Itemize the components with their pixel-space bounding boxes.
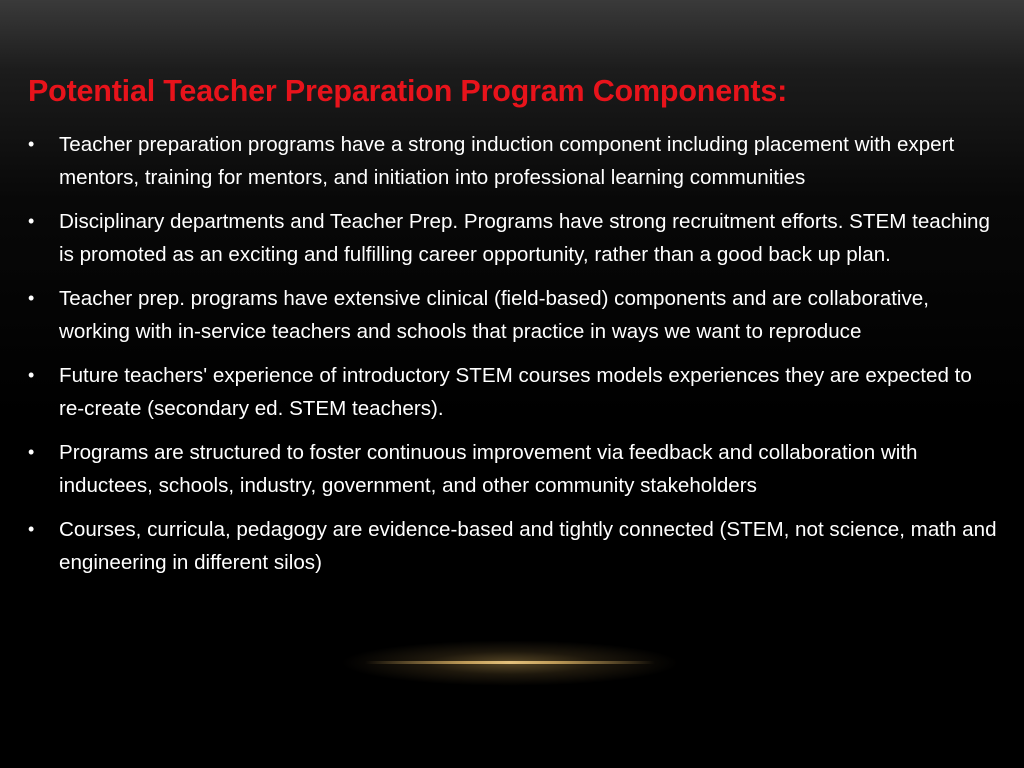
bullet-text: Teacher prep. programs have extensive clinical (field-based) components and are collaborative, working with in-service teachers and schools that practice in ways we want to reproduce <box>59 287 929 343</box>
bullet-item <box>28 436 998 502</box>
bullet-icon: • <box>28 288 35 308</box>
bullet-icon: • <box>28 519 35 539</box>
bullet-item <box>28 128 998 194</box>
bullet-text: Disciplinary departments and Teacher Prep. Programs have strong recruitment efforts. STEM teaching is promoted as an exciting and fulfilling career opportunity, rather than a good back up plan. <box>59 210 990 266</box>
slide-title: Potential Teacher Preparation Program Components: <box>28 74 788 108</box>
bullet-list <box>28 128 998 590</box>
bullet-item <box>28 359 998 425</box>
bullet-text: Teacher preparation programs have a strong induction component including placement with expert mentors, training for mentors, and initiation into professional learning communities <box>59 133 955 189</box>
bullet-item <box>28 282 998 348</box>
bullet-icon: • <box>28 442 35 462</box>
bullet-text: Courses, curricula, pedagogy are evidence-based and tightly connected (STEM, not science, math and engineering in different silos) <box>59 518 997 574</box>
bullet-item <box>28 513 998 579</box>
bullet-icon: • <box>28 211 35 231</box>
bullet-item <box>28 205 998 271</box>
bullet-icon: • <box>28 134 35 154</box>
bullet-icon: • <box>28 365 35 385</box>
decorative-glow <box>340 640 680 686</box>
bullet-text: Future teachers' experience of introductory STEM courses models experiences they are expected to re-create (secondary ed. STEM teachers). <box>59 364 972 420</box>
bullet-text: Programs are structured to foster continuous improvement via feedback and collaboration with inductees, schools, industry, government, and other community stakeholders <box>59 441 918 497</box>
decorative-glow-line <box>365 661 655 664</box>
